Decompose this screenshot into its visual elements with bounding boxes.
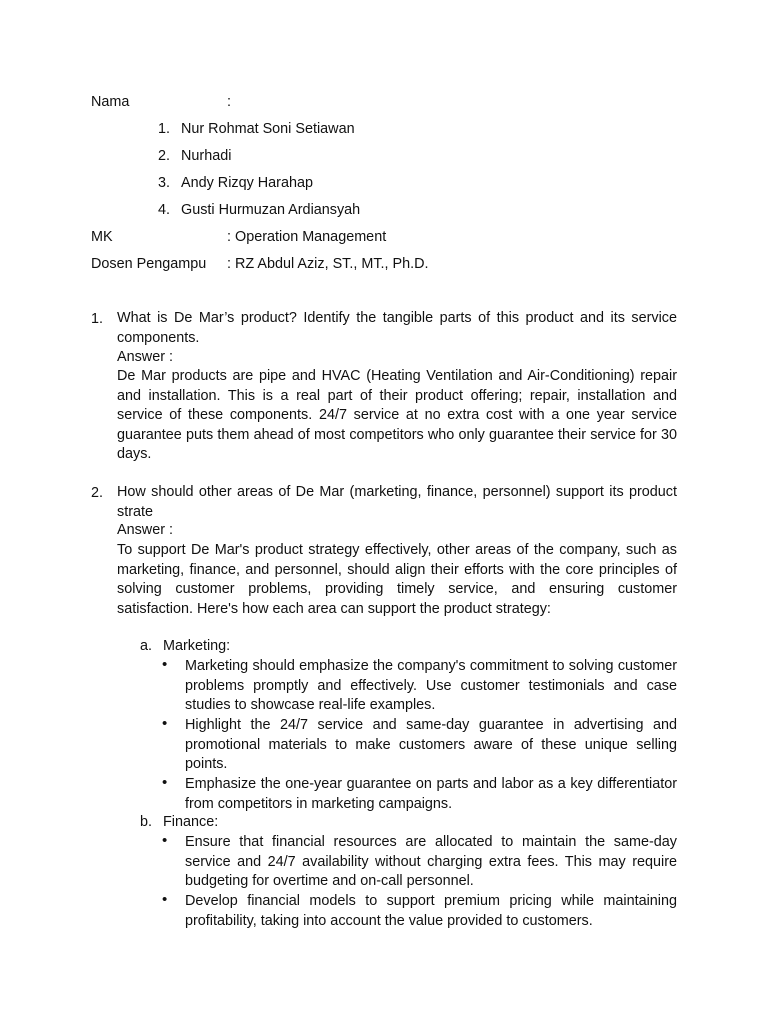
member-name: Nur Rohmat Soni Setiawan — [181, 121, 355, 137]
subsection-title: Marketing: — [163, 638, 231, 654]
bullet-text: Highlight the 24/7 service and same-day guarantee in advertising and promotional materials to make customers aware of these unique selling points. — [185, 717, 677, 772]
answer-text: To support De Mar's product strategy effectively, other areas of the company, such as marketing, finance, and personnel, should align their efforts with the core principles of solving customer problems, providing timely service, and ensuring customer satisfaction. Here's how each area can support the product strategy: — [117, 542, 677, 617]
member-number: 1. — [158, 121, 171, 137]
member-name: Andy Rizqy Harahap — [181, 175, 313, 191]
nama-colon: : — [227, 94, 231, 110]
mk-label: MK — [91, 229, 113, 245]
bullet-icon: • — [162, 832, 168, 849]
bullet-text: Develop financial models to support premium pricing while maintaining profitability, taking into account the value provided to customers. — [185, 893, 677, 929]
bullet-icon: • — [162, 891, 168, 908]
mk-value: : Operation Management — [227, 229, 387, 245]
subsection-letter: a. — [140, 638, 153, 654]
member-number: 4. — [158, 202, 171, 218]
member-number: 2. — [158, 148, 171, 164]
bullet-text: Marketing should emphasize the company's commitment to solving customer problems promptly and effectively. Use customer testimonials and case studies to showcase real-life examples. — [185, 658, 677, 713]
member-name: Gusti Hurmuzan Ardiansyah — [181, 202, 361, 218]
answer-label: Answer : — [117, 349, 173, 365]
member-name: Nurhadi — [181, 148, 232, 164]
question-text: How should other areas of De Mar (marketing, finance, personnel) support its product strate — [117, 484, 677, 520]
question-number: 2. — [91, 485, 104, 501]
bullet-text: Ensure that financial resources are allocated to maintain the same-day service and 24/7 availability without charging extra fees. This may require budgeting for overtime and on-call personnel. — [185, 834, 677, 889]
question-text: What is De Mar’s product? Identify the tangible parts of this product and its service components. — [117, 310, 677, 346]
bullet-text: Emphasize the one-year guarantee on parts and labor as a key differentiator from competitors in marketing campaigns. — [185, 776, 677, 812]
subsection-letter: b. — [140, 814, 153, 830]
answer-text: De Mar products are pipe and HVAC (Heating Ventilation and Air-Conditioning) repair and installation. This is a real part of their product offering; repair, installation and service of these components. 24/7 service at no extra cost with a one year service guarantee puts them ahead of most competitors who only guarantee their service for 30 days. — [117, 368, 677, 462]
dosen-label: Dosen Pengampu — [91, 256, 207, 272]
dosen-value: : RZ Abdul Aziz, ST., MT., Ph.D. — [227, 256, 429, 272]
answer-label: Answer : — [117, 522, 173, 538]
member-number: 3. — [158, 175, 171, 191]
bullet-icon: • — [162, 656, 168, 673]
subsection-title: Finance: — [163, 814, 219, 830]
nama-label: Nama — [91, 94, 130, 110]
bullet-icon: • — [162, 715, 168, 732]
bullet-icon: • — [162, 774, 168, 791]
question-number: 1. — [91, 311, 104, 327]
